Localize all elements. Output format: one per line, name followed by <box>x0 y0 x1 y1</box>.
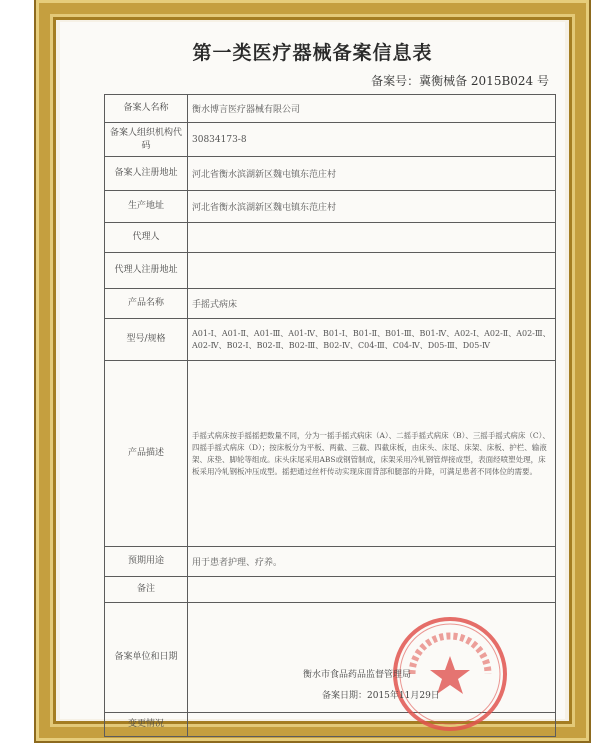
table-row <box>105 547 556 577</box>
table-row <box>105 191 556 223</box>
value-description: 手摇式病床按手摇摇把数量不同，分为一摇手摇式病床（A）、二摇手摇式病床（B）、三摇手摇式病床（C）、四摇手摇式病床（D）；按床板分为平板、两截、三截、四截床板，由床头、床尾、床架、床板、护栏、输液架、床垫、脚轮等组成。床头床尾采用ABS或钢管制成，床架采用冷轧钢管焊接成型，表面经喷塑处理，床板采用冷轧钢板冲压成型。摇把通过丝杆传动实现床面背部和腿部的升降，可满足患者不同体位的需要。 <box>188 361 556 547</box>
record-date: 备案日期：2015年11月29日 <box>322 691 440 701</box>
value-model: A01-Ⅰ、A01-Ⅱ、A01-Ⅲ、A01-Ⅳ、B01-Ⅰ、B01-Ⅱ、B01-Ⅲ、B01-Ⅳ、A02-Ⅰ、A02-Ⅱ、A02-Ⅲ、A02-Ⅳ、B02-Ⅰ、B02-Ⅱ、B02-Ⅲ、B02-Ⅳ、C04-Ⅲ、C04-Ⅳ、D05-Ⅲ、D05-Ⅳ <box>188 319 556 361</box>
value-product-name: 手摇式病床 <box>188 289 556 319</box>
value-registrant-name: 衡水博言医疗器械有限公司 <box>188 95 556 123</box>
gold-picture-frame <box>36 0 589 741</box>
value-changes <box>188 713 556 737</box>
label-changes: 变更情况 <box>105 713 188 737</box>
table-row <box>105 361 556 547</box>
document-title: 第一类医疗器械备案信息表 <box>192 42 433 64</box>
value-production-address: 河北省衡水滨湖新区魏屯镇东范庄村 <box>188 191 556 223</box>
table-row <box>105 289 556 319</box>
issuing-department: 衡水市食品药品监督管理局 <box>303 670 412 680</box>
label-agent: 代理人 <box>105 223 188 253</box>
value-agent <box>188 223 556 253</box>
label-remarks: 备注 <box>105 577 188 603</box>
label-product-name: 产品名称 <box>105 289 188 319</box>
certificate-paper <box>60 22 565 729</box>
table-row <box>105 123 556 157</box>
table-row <box>105 223 556 253</box>
value-remarks <box>188 577 556 603</box>
value-intended-use: 用于患者护理、疗养。 <box>188 547 556 577</box>
record-number: 备案号：冀衡械备 2015B024 号 <box>371 74 549 88</box>
label-description: 产品描述 <box>105 361 188 547</box>
label-registrant-name: 备案人名称 <box>105 95 188 123</box>
label-agent-address: 代理人注册地址 <box>105 253 188 289</box>
label-dept-date: 备案单位和日期 <box>105 603 188 713</box>
value-org-code: 30834173-8 <box>188 123 556 157</box>
label-org-code: 备案人组织机构代码 <box>105 123 188 157</box>
table-row <box>105 319 556 361</box>
value-agent-address <box>188 253 556 289</box>
value-reg-address: 河北省衡水滨湖新区魏屯镇东范庄村 <box>188 157 556 191</box>
table-row <box>105 253 556 289</box>
label-reg-address: 备案人注册地址 <box>105 157 188 191</box>
table-row <box>105 157 556 191</box>
label-production-address: 生产地址 <box>105 191 188 223</box>
table-row <box>105 577 556 603</box>
label-model: 型号/规格 <box>105 319 188 361</box>
table-row <box>105 95 556 123</box>
label-intended-use: 预期用途 <box>105 547 188 577</box>
